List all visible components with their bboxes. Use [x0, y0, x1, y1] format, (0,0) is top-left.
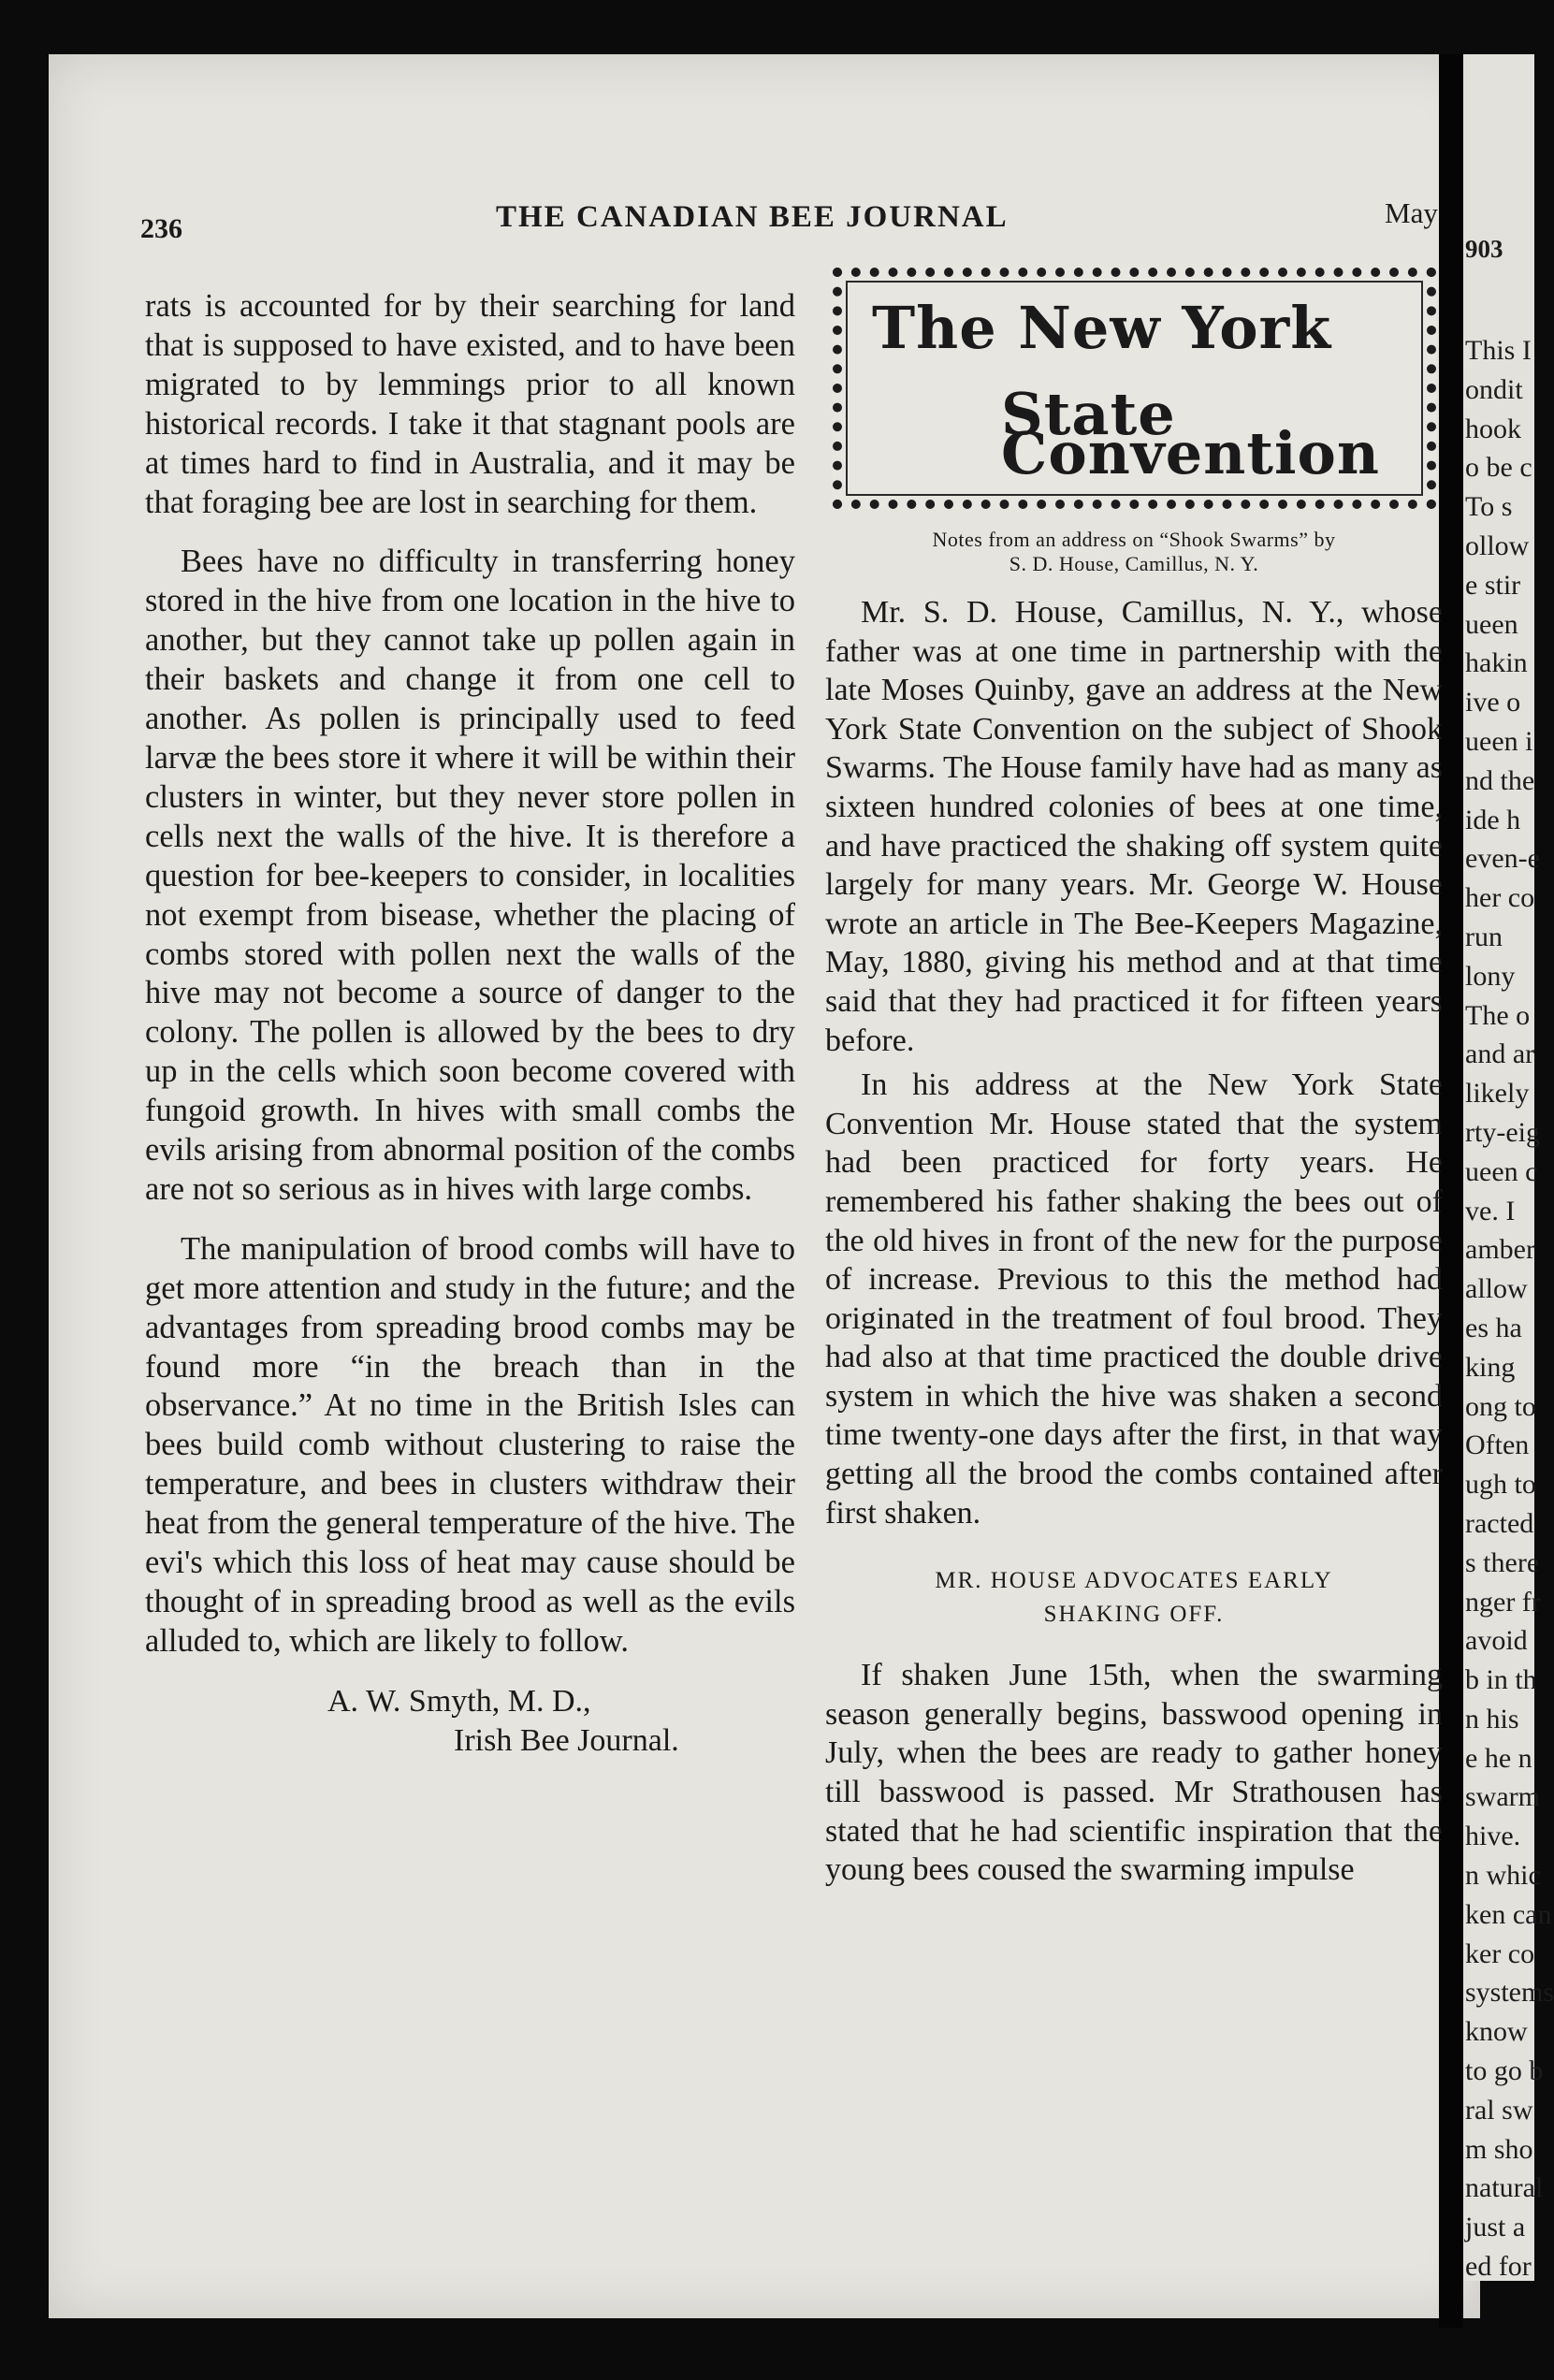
article-body — [825, 593, 1443, 1890]
adjacent-page-line: racted — [1465, 1507, 1534, 1539]
adjacent-page-line: ken can — [1465, 1898, 1552, 1930]
adjacent-page-line: rty-eig — [1465, 1116, 1540, 1148]
left-paragraph: Bees have no difficulty in transferring honey stored in the hive from one location in the hive to another, but they cannot take up pollen again in their baskets and change it from one cell to another. As pollen is principally used to feed larvæ the bees store it where it will be within their clusters in winter, but they never store pollen in cells next the walls of the hive. It is therefore a question for bee-keepers to consider, in localities not exempt from bisease, whether the placing of combs stored with pollen next the walls of the hive may not become a source of danger to the colony. The pollen is allowed by the bees to dry up in the cells which soon become covered with fungoid growth. In hives with small combs the evils arising from abnormal position of the combs are not so serious as in hives with large combs. — [145, 544, 795, 1207]
adjacent-page-line: ollow — [1465, 530, 1530, 561]
adjacent-page-line: natural — [1465, 2172, 1544, 2204]
adjacent-page-line: systems — [1465, 1977, 1554, 2009]
adjacent-page-line: lony — [1465, 960, 1516, 992]
adjacent-page-line: ed for — [1465, 2251, 1532, 2283]
adjacent-page-line: king — [1465, 1351, 1516, 1383]
right-paragraph: Mr. S. D. House, Camillus, N. Y., whose father was at one time in partnership with the late Moses Quinby, gave an address at the New York State Convention on the subject of Shook Swarms. The House family have had as many as sixteen hundred colonies of bees at one time, and have practiced the shaking off system quite largely for many years. Mr. George W. House wrote an article in The Bee-Keepers Magazine, May, 1880, giving his method and at that time said that they had practiced it for fifteen years before. — [825, 595, 1443, 1058]
adjacent-page-line: swarm — [1465, 1781, 1540, 1813]
adjacent-page-line: ugh to — [1465, 1469, 1536, 1501]
adjacent-page-line: even-e — [1465, 843, 1540, 875]
adjacent-page-line: ide h — [1465, 804, 1521, 835]
left-column — [145, 287, 795, 1761]
adjacent-page-line: ral sw — [1465, 2094, 1533, 2126]
right-paragraph: If shaken June 15th, when the swarming season generally begins, basswood opening in July, when the bees are ready to gather honey till basswood is passed. Mr Strathousen has stated that he had scientific inspiration that the young bees coused the swarming impulse — [825, 1658, 1443, 1888]
adjacent-page-line: likely — [1465, 1078, 1530, 1110]
article-title-line-1: The New York — [872, 294, 1332, 362]
adjacent-page-line: ker co — [1465, 1937, 1535, 1969]
adjacent-page-line: To s — [1465, 491, 1513, 523]
article-notes — [825, 528, 1443, 576]
section-subheading — [825, 1564, 1443, 1632]
header-month: May — [1385, 196, 1438, 229]
adjacent-page-line: avoid — [1465, 1625, 1528, 1657]
adjacent-page-line: amber — [1465, 1234, 1535, 1266]
adjacent-page-line: ueen — [1465, 608, 1518, 640]
adjacent-page-line: allow — [1465, 1273, 1528, 1305]
adjacent-page-line: The o — [1465, 999, 1531, 1031]
adjacent-page-line: Often — [1465, 1429, 1530, 1461]
adjacent-page-line: her co — [1465, 882, 1535, 914]
notes-line-1: Notes from an address on “Shook Swarms” by — [932, 528, 1336, 551]
adjacent-page-line: s there — [1465, 1546, 1540, 1578]
adjacent-page-line: es ha — [1465, 1312, 1522, 1343]
adjacent-page-line: o be c — [1465, 452, 1532, 484]
adjacent-page-line: e he n — [1465, 1742, 1532, 1774]
adjacent-page-lines — [1463, 331, 1554, 2286]
adjacent-page-line: This I — [1465, 335, 1532, 366]
notes-line-2: S. D. House, Camillus, N. Y. — [1009, 552, 1259, 575]
adjacent-page-line: e stir — [1465, 569, 1521, 601]
adjacent-page-line: and ar — [1465, 1038, 1535, 1070]
adjacent-page-line: m sho — [1465, 2133, 1533, 2165]
adjacent-page-line: ueen i — [1465, 725, 1533, 757]
adjacent-page-line: hive. — [1465, 1821, 1521, 1852]
signature-block — [145, 1682, 795, 1761]
adjacent-page-line: just a — [1465, 2212, 1526, 2243]
adjacent-page-line: b in th — [1465, 1664, 1537, 1696]
adjacent-page-line: n his — [1465, 1703, 1519, 1734]
adjacent-page-line: ondit — [1465, 373, 1523, 405]
adjacent-page-year: 903 — [1465, 235, 1503, 263]
adjacent-page-line: nger fr — [1465, 1586, 1541, 1618]
subheading-line-2: SHAKING OFF. — [1043, 1602, 1225, 1628]
adjacent-page-line: hakin — [1465, 647, 1528, 679]
left-paragraph: The manipulation of brood combs will have to get more attention and study in the future; and the advantages from spreading brood combs may be found more “in the breach than in the observance.” At no time in the British Isles can bees build comb without clustering to raise the temperature, and bees in clusters withdraw their heat from the general temperature of the hive. The evi's which this loss of heat may cause should be thought of in spreading brood as well as the evils alluded to, which are likely to follow. — [145, 1230, 795, 1659]
right-paragraph: In his address at the New York State Convention Mr. House stated that the system had been practiced for forty years. He remembered his father shaking the bees out of the old hives in front of the new for the purpose of increase. Previous to this the method had originated in the treatment of foul brood. They had also at that time practiced the double drive system in which the hive was shaken a second time twenty-one days after the first, in that way getting all the brood the combs contained after first shaken. — [825, 1067, 1443, 1531]
adjacent-page-line: nd the — [1465, 764, 1535, 796]
running-title: THE CANADIAN BEE JOURNAL — [496, 200, 1009, 234]
signature-name: A. W. Smyth, M. D., — [327, 1683, 591, 1719]
adjacent-page-line: ong to — [1465, 1390, 1536, 1422]
adjacent-page-line: hook — [1465, 413, 1521, 444]
article-title-line-2: State Convention — [1001, 380, 1380, 487]
adjacent-page-line: know — [1465, 2016, 1528, 2048]
subheading-line-1: MR. HOUSE ADVOCATES EARLY — [935, 1568, 1333, 1594]
adjacent-page-line: ve. I — [1465, 1195, 1516, 1226]
adjacent-page-line: to go b — [1465, 2055, 1544, 2087]
signature-source: Irish Bee Journal. — [454, 1722, 679, 1758]
adjacent-page-fragment — [1463, 54, 1554, 2283]
article-title-box — [833, 268, 1436, 509]
adjacent-page-line: ueen c — [1465, 1155, 1538, 1187]
left-paragraph: rats is accounted for by their searching for land that is supposed to have existed, and to have been migrated to by lemmings prior to all known historical records. I take it that stagnant pools are at times hard to find in Australia, and it may be that foraging bee are lost in searching for them. — [145, 288, 795, 520]
adjacent-page-line: run — [1465, 921, 1503, 952]
page-header — [94, 196, 1441, 244]
adjacent-page-line: ive o — [1465, 687, 1521, 718]
right-column — [825, 268, 1443, 1895]
adjacent-page-line: n whic — [1465, 1860, 1541, 1892]
page-number: 236 — [140, 213, 182, 244]
